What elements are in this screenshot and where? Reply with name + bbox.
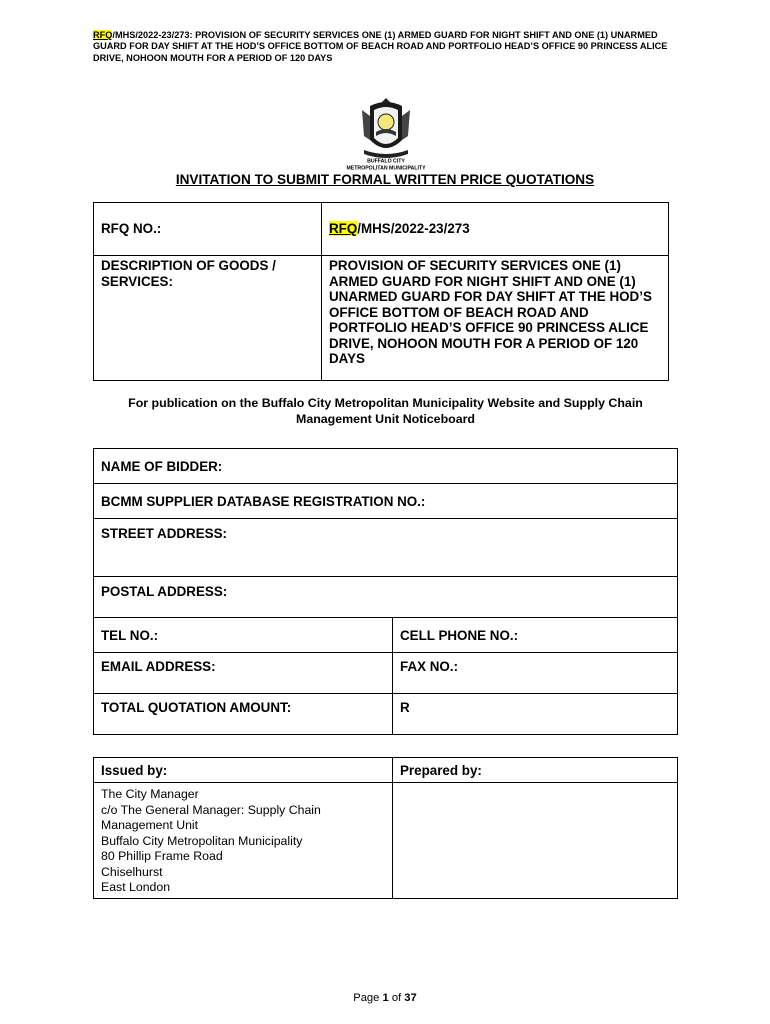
bidder-details-table xyxy=(93,448,678,735)
issuer-line: Chiselhurst xyxy=(101,864,163,879)
prepared-by-value xyxy=(393,783,678,899)
description-label: DESCRIPTION OF GOODS / SERVICES: xyxy=(94,256,322,381)
rfq-number-prefix: RFQ xyxy=(329,221,358,236)
cell-phone-field: CELL PHONE NO.: xyxy=(393,618,678,653)
document-header xyxy=(93,30,683,64)
logo-line1: BUFFALO CITY xyxy=(367,158,405,165)
currency-symbol: R xyxy=(393,694,678,735)
description-value: PROVISION OF SECURITY SERVICES ONE (1) ARMED GUARD FOR NIGHT SHIFT AND ONE (1) UNARMED GUARD FOR DAY SHIFT AT THE HOD’S OFFICE BOTTOM OF BEACH ROAD AND PORTFOLIO HEAD’S OFFICE 90 PRINCESS ALICE DRIVE, NOHOON MOUTH FOR A PERIOD OF 120 DAYS xyxy=(322,256,669,381)
header-text: /MHS/2022-23/273: PROVISION OF SECURITY SERVICES ONE (1) ARMED GUARD FOR NIGHT SHIFT AND ONE (1) UNARMED GUARD FOR DAY SHIFT AT THE HOD’S OFFICE BOTTOM OF BEACH ROAD AND PORTFOLIO HEAD’S OFFICE 90 PRINCESS ALICE DRIVE, NOHOON MOUTH FOR A PERIOD OF 120 DAYS xyxy=(93,30,668,63)
page-number: 1 xyxy=(382,992,389,1004)
supplier-registration-field: BCMM SUPPLIER DATABASE REGISTRATION NO.: xyxy=(94,484,678,519)
municipality-logo xyxy=(340,96,432,172)
total-pages: 37 xyxy=(404,992,417,1004)
rfq-number-label: RFQ NO.: xyxy=(94,203,322,256)
tel-no-field: TEL NO.: xyxy=(94,618,393,653)
rfq-table xyxy=(93,202,669,381)
issuer-line: East London xyxy=(101,880,171,894)
postal-address-field: POSTAL ADDRESS: xyxy=(94,577,678,618)
publication-note: For publication on the Buffalo City Metropolitan Municipality Website and Supply Chain Management Unit Noticeboard xyxy=(128,396,643,426)
page-title: INVITATION TO SUBMIT FORMAL WRITTEN PRICE QUOTATIONS xyxy=(175,172,595,187)
total-quotation-field: TOTAL QUOTATION AMOUNT: xyxy=(94,694,393,735)
logo-line2: METROPOLITAN MUNICIPALITY xyxy=(346,165,426,172)
street-address-field: STREET ADDRESS: xyxy=(94,519,678,577)
page-footer xyxy=(0,992,770,1004)
issuer-line: The City Manager xyxy=(101,787,199,801)
email-address-field: EMAIL ADDRESS: xyxy=(94,653,393,694)
rfq-number-value xyxy=(322,203,669,256)
page-label: Page xyxy=(353,992,380,1004)
rfq-number-rest: /MHS/2022-23/273 xyxy=(357,221,470,236)
issuer-line: c/o The General Manager: Supply Chain Management Unit xyxy=(101,802,321,832)
issue-table xyxy=(93,757,678,899)
bidder-name-field: NAME OF BIDDER: xyxy=(94,449,678,484)
prepared-by-label: Prepared by: xyxy=(393,758,678,783)
rfq-highlight: RFQ xyxy=(93,30,113,40)
fax-no-field: FAX NO.: xyxy=(393,653,678,694)
issuer-line: 80 Phillip Frame Road xyxy=(101,849,223,863)
of-label: of xyxy=(391,992,402,1004)
issued-by-label: Issued by: xyxy=(94,758,393,783)
issuer-address xyxy=(94,783,393,899)
issuer-line: Buffalo City Metropolitan Municipality xyxy=(101,833,303,848)
